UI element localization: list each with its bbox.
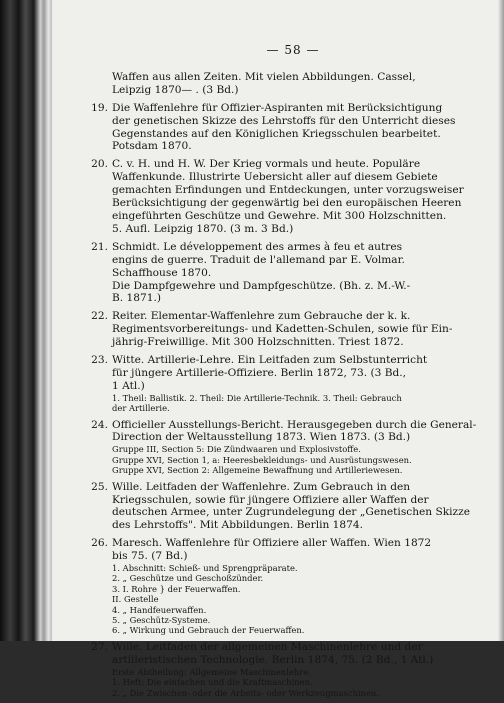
entry-line: C. v. H. und H. W. Der Krieg vormals und heute. Populäre <box>112 158 421 171</box>
entry-line: Leipzig 1870— . (3 Bd.) <box>112 83 239 96</box>
entry-number: 27. <box>91 640 108 653</box>
entry-note: 1. Heft: Die einfachen und die Kraftmaschinen. <box>112 677 313 688</box>
right-edge <box>498 0 504 641</box>
entry-line: gemachten Erfindungen und Entdeckungen, unter vorzugsweiser <box>112 184 464 197</box>
entry-line: eingeführten Geschütze und Gewehre. Mit 300 Holzschnitten. <box>112 209 447 222</box>
entry-line: 5. Aufl. Leipzig 1870. (3 m. 3 Bd.) <box>112 222 294 235</box>
entry-line: Schmidt. Le développement des armes à feu et autres <box>112 240 403 253</box>
entry-note: Gruppe XVI, Section 1, a: Heeresbekleidungs- und Ausrüstungswesen. <box>112 454 412 465</box>
entry-note: 5. „ Geschütz-Systeme. <box>112 615 211 626</box>
page-number: — 58 — <box>266 43 320 57</box>
entry-number: 24. <box>91 418 108 431</box>
bibliography-entry <box>91 101 474 154</box>
bibliography-entry <box>91 418 477 476</box>
entry-line: bis 75. (7 Bd.) <box>112 550 188 563</box>
entry-line: Berücksichtigung der gegenwärtig bei den europäischen Heeren <box>112 197 462 210</box>
entry-note: 4. „ Handfeuerwaffen. <box>112 604 207 615</box>
entry-number: 19. <box>91 101 108 114</box>
entry-line: Direction der Weltausstellung 1873. Wien 1873. (3 Bd.) <box>112 431 411 444</box>
page-edge <box>34 0 52 641</box>
bibliography-list <box>91 70 477 698</box>
entry-line: B. 1871.) <box>112 292 161 305</box>
bibliography-entry <box>91 310 474 349</box>
entry-line: Schaffhouse 1870. <box>112 266 212 279</box>
entry-line: Witte. Artillerie-Lehre. Ein Leitfaden zum Selbstunterricht <box>112 354 428 367</box>
entry-line: Potsdam 1870. <box>112 140 192 153</box>
entry-note: Gruppe XVI, Section 2: Allgemeine Bewaffnung und Artilleriewesen. <box>112 465 403 476</box>
entry-line: für jüngere Artillerie-Offiziere. Berlin 1872, 73. (3 Bd., <box>112 366 407 379</box>
entry-line: Wille. Leitfaden der Waffenlehre. Zum Gebrauch in den <box>112 480 411 493</box>
entry-line: Wille. Leitfaden der allgemeinen Maschinenlehre und der <box>112 640 423 653</box>
bibliography-entry <box>91 354 474 414</box>
entry-note: II. Gestelle <box>112 594 159 605</box>
entry-line: Die Waffenlehre für Offizier-Aspiranten mit Berücksichtigung <box>112 101 443 114</box>
entry-note: 2. „ Geschütze und Geschoßzünder. <box>112 573 264 584</box>
entry-line: Die Dampfgewehre und Dampfgeschütze. (Bh. z. M.-W.- <box>112 279 411 292</box>
bibliography-entry <box>91 640 474 698</box>
entry-note: 2. „ Die Zwischen- oder die Arbeits- oder Werkzeugmaschinen. <box>112 687 379 698</box>
entry-note: 6. „ Wirkung und Gebrauch der Feuerwaffen. <box>112 625 305 636</box>
entry-line: Regimentsvorbereitungs- und Kadetten-Schulen, sowie für Ein- <box>112 323 453 336</box>
entry-line: des Lehrstoffs". Mit Abbildungen. Berlin 1874. <box>112 519 363 532</box>
entry-line: Officieller Ausstellungs-Bericht. Herausgegeben durch die General- <box>112 418 477 431</box>
bibliography-entry <box>91 240 474 306</box>
entry-note: 1. Abschnitt: Schieß- und Sprengpräparate. <box>112 563 298 574</box>
entry-number: 21. <box>91 240 108 253</box>
bibliography-entry <box>91 158 474 235</box>
entry-note: der Artillerie. <box>112 403 170 414</box>
entry-number: 20. <box>91 158 108 171</box>
entry-note: Gruppe III, Section 5: Die Zündwaaren und Explosivstoffe. <box>112 444 361 455</box>
entry-line: engins de guerre. Traduit de l'allemand par E. Volmar. <box>112 253 405 266</box>
entry-number: 22. <box>91 310 108 323</box>
entry-note: 1. Theil: Ballistik. 2. Theil: Die Artillerie-Technik. 3. Theil: Gebrauch <box>112 392 402 403</box>
bibliography-entry <box>91 480 474 533</box>
entry-line: 1 Atl.) <box>112 379 145 392</box>
bibliography-entry <box>91 537 474 636</box>
entry-line: der genetischen Skizze des Lehrstoffs für den Unterricht dieses <box>112 114 456 127</box>
entry-note: Erste Abtheilung: Allgemeine Maschinenlehre. <box>112 666 311 677</box>
entry-line: deutschen Armee, unter Zugrundelegung der „Genetischen Skizze <box>112 506 470 519</box>
entry-number: 23. <box>91 354 108 367</box>
bibliography-entry <box>112 71 474 97</box>
entry-line: artilleristischen Technologie. Berlin 1874, 75. (2 Bd., 1 Atl.) <box>112 653 434 666</box>
entry-line: Gegenstandes auf den Königlichen Kriegsschulen bearbeitet. <box>112 127 441 140</box>
entry-line: Waffenkunde. Illustrirte Uebersicht aller auf diesem Gebiete <box>112 171 438 184</box>
entry-line: Maresch. Waffenlehre für Offiziere aller Waffen. Wien 1872 <box>112 537 432 550</box>
entry-line: Reiter. Elementar-Waffenlehre zum Gebrauche der k. k. <box>112 310 411 323</box>
entry-line: Kriegsschulen, sowie für jüngere Offiziere aller Waffen der <box>112 493 429 506</box>
book-spine <box>0 0 34 641</box>
entry-number: 26. <box>91 537 108 550</box>
entry-note: 3. I. Rohre } der Feuerwaffen. <box>112 583 241 594</box>
entry-number: 25. <box>91 480 108 493</box>
page-content <box>91 43 477 703</box>
entry-line: Waffen aus allen Zeiten. Mit vielen Abbildungen. Cassel, <box>112 70 416 83</box>
entry-line: jährig-Freiwillige. Mit 300 Holzschnitten. Triest 1872. <box>112 336 404 349</box>
